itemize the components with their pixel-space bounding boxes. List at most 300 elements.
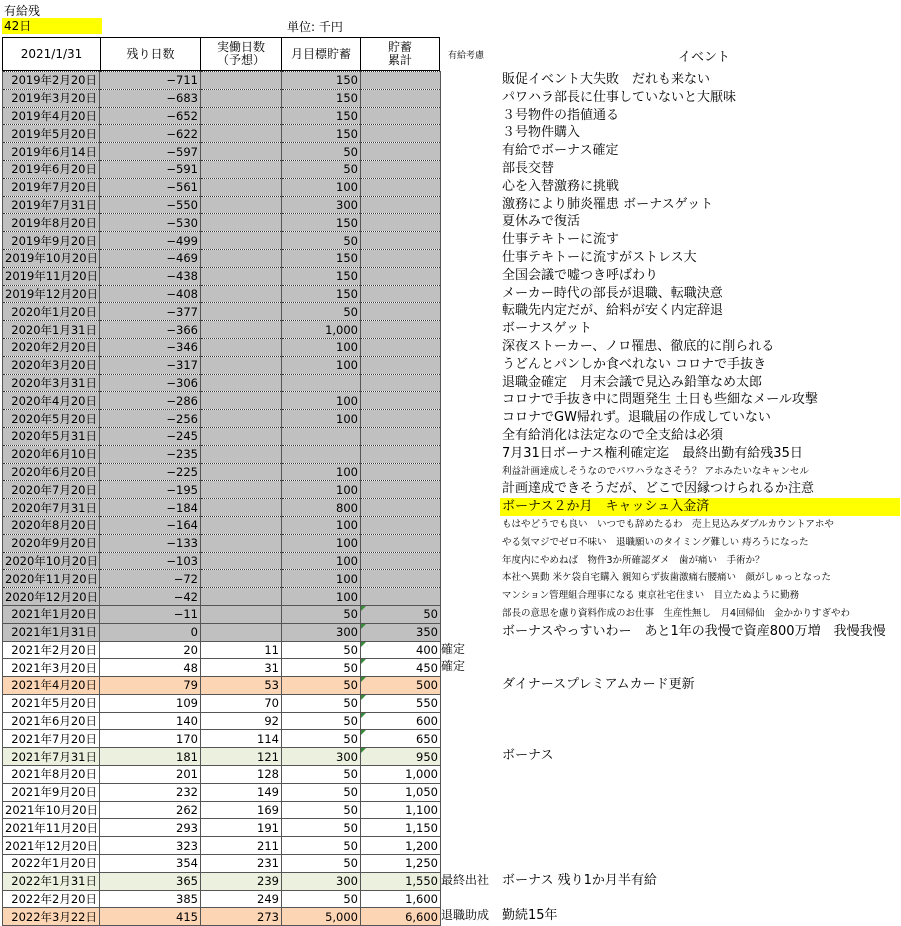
row-note[interactable] [441,783,489,801]
row-remaining-days[interactable]: −346 [100,338,201,356]
row-note[interactable] [441,765,489,783]
row-cumulative[interactable]: 450 [361,659,441,677]
row-date[interactable]: 2021年6月20日 [3,712,100,730]
row-date[interactable]: 2019年7月31日 [3,196,100,214]
row-note[interactable] [441,409,489,427]
row-remaining-days[interactable]: −306 [100,374,201,392]
row-event[interactable]: 夏休みで復活 [502,214,581,230]
row-remaining-days[interactable]: 365 [100,872,201,890]
row-remaining-days[interactable]: 201 [100,766,201,784]
row-cumulative[interactable] [361,516,441,534]
row-event[interactable]: 全有給消化は法定なので全支給は必須 [502,427,724,443]
row-work-days[interactable] [201,534,282,552]
row-note[interactable] [441,249,489,267]
row-date[interactable]: 2019年6月14日 [3,143,100,161]
row-date[interactable]: 2019年11月20日 [3,267,100,285]
row-work-days[interactable]: 114 [201,730,282,748]
row-work-days[interactable] [201,356,282,374]
row-note[interactable] [441,534,489,552]
row-remaining-days[interactable]: −366 [100,321,201,339]
row-cumulative[interactable] [361,481,441,499]
row-date[interactable]: 2020年6月10日 [3,445,100,463]
row-event[interactable] [502,694,900,712]
row-cumulative[interactable] [361,89,441,107]
row-date[interactable]: 2019年2月20日 [3,72,100,90]
row-note[interactable] [441,569,489,587]
row-date[interactable]: 2022年2月20日 [3,890,100,908]
row-remaining-days[interactable]: −103 [100,552,201,570]
row-event[interactable]: 退職金確定 月末会議で見込み鉛筆なめ太郎 [502,374,763,390]
row-event[interactable] [502,712,900,730]
row-work-days[interactable] [201,232,282,250]
row-note[interactable] [441,427,489,445]
row-note[interactable] [441,338,489,356]
row-date[interactable]: 2020年1月31日 [3,321,100,339]
row-work-days[interactable] [201,445,282,463]
row-event[interactable] [502,801,900,819]
row-remaining-days[interactable]: 415 [100,908,201,926]
row-remaining-days[interactable]: 48 [100,659,201,677]
row-monthly-target[interactable]: 50 [282,819,361,837]
row-date[interactable]: 2021年5月20日 [3,694,100,712]
row-monthly-target[interactable]: 150 [282,249,361,267]
row-remaining-days[interactable]: 181 [100,748,201,766]
row-date[interactable]: 2019年10月20日 [3,249,100,267]
row-cumulative[interactable] [361,285,441,303]
comment-indicator-icon[interactable] [361,642,366,647]
row-event[interactable]: ボーナスやっすいわー あと1年の我慢で資産800万増 我慢我慢 [502,623,886,639]
row-note[interactable] [441,213,489,231]
row-date[interactable]: 2021年12月20日 [3,837,100,855]
row-note[interactable] [441,231,489,249]
header-paid-leave-note[interactable]: 有給考慮 [448,51,485,61]
row-date[interactable]: 2020年5月20日 [3,410,100,428]
row-work-days[interactable]: 11 [201,641,282,659]
row-work-days[interactable]: 128 [201,766,282,784]
row-cumulative[interactable]: 50 [361,605,441,623]
row-note[interactable] [441,142,489,160]
row-date[interactable]: 2021年9月20日 [3,783,100,801]
row-date[interactable]: 2021年7月20日 [3,730,100,748]
row-monthly-target[interactable]: 50 [282,712,361,730]
row-event[interactable]: 全国会議で嘘つき呼ばわり [502,267,659,283]
row-event[interactable] [502,641,900,659]
row-work-days[interactable] [201,410,282,428]
row-work-days[interactable] [201,285,282,303]
row-monthly-target[interactable]: 50 [282,641,361,659]
row-monthly-target[interactable]: 100 [282,516,361,534]
row-event[interactable] [502,854,900,872]
row-monthly-target[interactable]: 50 [282,605,361,623]
row-date[interactable]: 2019年3月20日 [3,89,100,107]
row-event[interactable]: 部長の意思を慮り資料作成のお仕事 生産性無し 月4回帰仙 金かかりすぎやわ [502,607,851,619]
row-remaining-days[interactable]: 109 [100,694,201,712]
row-work-days[interactable] [201,125,282,143]
row-cumulative[interactable]: 600 [361,712,441,730]
row-remaining-days[interactable]: −72 [100,570,201,588]
row-note[interactable] [441,818,489,836]
row-event[interactable] [502,658,900,676]
header-monthly-target[interactable]: 月目標貯蓄 [281,37,361,71]
row-date[interactable]: 2021年3月20日 [3,659,100,677]
row-remaining-days[interactable]: −711 [100,72,201,90]
row-remaining-days[interactable]: −408 [100,285,201,303]
row-event[interactable]: 激務により肺炎罹患 ボーナスゲット [502,196,714,212]
row-work-days[interactable]: 273 [201,908,282,926]
row-monthly-target[interactable]: 150 [282,72,361,90]
row-monthly-target[interactable]: 800 [282,499,361,517]
row-cumulative[interactable] [361,392,441,410]
row-event[interactable]: ボーナス 残り1か月半有給 [502,872,657,888]
header-date[interactable]: 2021/1/31 [2,37,101,71]
row-event[interactable]: ダイナースプレミアムカード更新 [502,677,695,693]
row-note[interactable] [441,302,489,320]
row-cumulative[interactable] [361,552,441,570]
row-monthly-target[interactable]: 100 [282,410,361,428]
row-monthly-target[interactable]: 100 [282,534,361,552]
row-monthly-target[interactable]: 100 [282,588,361,606]
row-remaining-days[interactable]: 385 [100,890,201,908]
row-event[interactable]: 転職先内定だが、給料が安く内定辞退 [502,303,724,319]
row-remaining-days[interactable]: −377 [100,303,201,321]
row-note[interactable] [441,178,489,196]
row-work-days[interactable] [201,623,282,641]
row-event[interactable]: コロナでGW帰れず。退職届の作成していない [502,410,771,426]
row-remaining-days[interactable]: −530 [100,214,201,232]
row-cumulative[interactable]: 1,100 [361,801,441,819]
row-monthly-target[interactable]: 50 [282,232,361,250]
row-monthly-target[interactable]: 50 [282,677,361,695]
row-remaining-days[interactable]: −11 [100,605,201,623]
row-monthly-target[interactable]: 150 [282,89,361,107]
row-work-days[interactable] [201,214,282,232]
row-date[interactable]: 2021年4月20日 [3,677,100,695]
row-monthly-target[interactable]: 100 [282,570,361,588]
row-work-days[interactable] [201,72,282,90]
row-cumulative[interactable]: 1,150 [361,819,441,837]
comment-indicator-icon[interactable] [361,713,366,718]
row-date[interactable]: 2021年1月31日 [3,623,100,641]
row-note[interactable] [441,694,489,712]
row-cumulative[interactable] [361,72,441,90]
row-remaining-days[interactable]: 262 [100,801,201,819]
row-note[interactable] [441,356,489,374]
row-monthly-target[interactable] [282,374,361,392]
row-cumulative[interactable]: 1,550 [361,872,441,890]
row-work-days[interactable] [201,143,282,161]
row-work-days[interactable] [201,481,282,499]
row-date[interactable]: 2019年7月20日 [3,178,100,196]
row-note[interactable] [441,747,489,765]
row-event[interactable] [502,890,900,908]
row-event[interactable]: 仕事テキトーに流す [502,232,620,248]
row-monthly-target[interactable]: 5,000 [282,908,361,926]
row-remaining-days[interactable]: −683 [100,89,201,107]
row-work-days[interactable]: 31 [201,659,282,677]
row-monthly-target[interactable]: 100 [282,178,361,196]
row-event[interactable]: 仕事テキトーに流すがストレス大 [502,249,697,265]
row-remaining-days[interactable]: 293 [100,819,201,837]
row-date[interactable]: 2021年7月31日 [3,748,100,766]
row-remaining-days[interactable]: −499 [100,232,201,250]
row-work-days[interactable] [201,249,282,267]
row-work-days[interactable] [201,463,282,481]
row-work-days[interactable] [201,605,282,623]
comment-indicator-icon[interactable] [361,695,366,700]
row-cumulative[interactable]: 950 [361,748,441,766]
row-cumulative[interactable] [361,303,441,321]
row-note[interactable] [441,587,489,605]
row-work-days[interactable] [201,427,282,445]
remaining-leave-cell[interactable]: 42日 [2,18,102,34]
row-date[interactable]: 2021年8月20日 [3,766,100,784]
row-note[interactable]: 退職助成 [441,908,490,923]
row-cumulative[interactable] [361,356,441,374]
row-event[interactable] [502,729,900,747]
row-monthly-target[interactable]: 100 [282,463,361,481]
row-date[interactable]: 2020年9月20日 [3,534,100,552]
row-event[interactable] [502,836,900,854]
row-date[interactable]: 2020年4月20日 [3,392,100,410]
row-date[interactable]: 2020年3月20日 [3,356,100,374]
row-event[interactable]: 深夜ストーカー、ノロ罹患、徹底的に削られる [502,338,775,354]
row-note[interactable] [441,801,489,819]
row-cumulative[interactable] [361,249,441,267]
row-note[interactable] [441,89,489,107]
row-remaining-days[interactable]: 232 [100,783,201,801]
row-cumulative[interactable] [361,463,441,481]
row-work-days[interactable] [201,570,282,588]
row-work-days[interactable] [201,267,282,285]
row-date[interactable]: 2020年2月20日 [3,338,100,356]
row-note[interactable] [441,107,489,125]
row-work-days[interactable] [201,499,282,517]
row-event[interactable]: 有給でボーナス確定 [502,143,619,159]
row-date[interactable]: 2019年5月20日 [3,125,100,143]
row-event[interactable]: もはやどうでも良い いつでも辞めたるわ 売上見込みダブルカウントアホや [502,518,834,530]
row-work-days[interactable]: 149 [201,783,282,801]
row-date[interactable]: 2020年7月20日 [3,481,100,499]
row-cumulative[interactable] [361,196,441,214]
row-date[interactable]: 2020年1月20日 [3,303,100,321]
row-event[interactable] [502,818,900,836]
row-event[interactable]: 販促イベント大失敗 だれも来ない [502,72,711,87]
row-remaining-days[interactable]: 140 [100,712,201,730]
row-remaining-days[interactable]: −561 [100,178,201,196]
row-work-days[interactable] [201,303,282,321]
row-remaining-days[interactable]: −195 [100,481,201,499]
row-event[interactable]: メーカー時代の部長が退職、転職決意 [502,285,723,301]
header-remaining-days[interactable]: 残り日数 [100,37,201,71]
row-event[interactable]: ボーナス２か月 キャッシュ入金済 [500,498,900,516]
row-cumulative[interactable] [361,160,441,178]
row-date[interactable]: 2020年7月31日 [3,499,100,517]
row-monthly-target[interactable]: 50 [282,766,361,784]
row-note[interactable] [441,676,489,694]
row-work-days[interactable]: 121 [201,748,282,766]
row-event[interactable]: ３号物件の指値通る [502,107,620,123]
row-note[interactable] [441,320,489,338]
header-cumulative[interactable]: 貯蓄 累計 [360,37,440,71]
row-date[interactable]: 2019年6月20日 [3,160,100,178]
row-work-days[interactable]: 92 [201,712,282,730]
row-note[interactable] [441,445,489,463]
row-cumulative[interactable] [361,125,441,143]
row-cumulative[interactable]: 350 [361,623,441,641]
row-event[interactable]: ボーナス [502,748,554,764]
comment-indicator-icon[interactable] [361,730,366,735]
row-cumulative[interactable] [361,267,441,285]
row-note[interactable] [441,836,489,854]
row-date[interactable]: 2020年12月20日 [3,588,100,606]
row-event[interactable]: 7月31日ボーナス権利確定迄 最終出勤有給残35日 [502,445,803,461]
row-remaining-days[interactable]: −550 [100,196,201,214]
row-cumulative[interactable]: 6,600 [361,908,441,926]
row-event[interactable]: 利益計画達成しそうなのでパワハラなさそう？ アホみたいなキャンセル [502,465,810,477]
row-remaining-days[interactable]: −317 [100,356,201,374]
row-monthly-target[interactable]: 50 [282,783,361,801]
row-monthly-target[interactable]: 50 [282,730,361,748]
row-work-days[interactable]: 169 [201,801,282,819]
row-work-days[interactable] [201,392,282,410]
row-monthly-target[interactable]: 150 [282,267,361,285]
row-remaining-days[interactable]: −245 [100,427,201,445]
row-note[interactable] [441,463,489,481]
row-monthly-target[interactable]: 300 [282,748,361,766]
row-remaining-days[interactable]: −438 [100,267,201,285]
row-event[interactable]: パワハラ部長に仕事していないと大厭味 [502,89,737,105]
row-cumulative[interactable] [361,214,441,232]
row-remaining-days[interactable]: −42 [100,588,201,606]
row-date[interactable]: 2020年6月20日 [3,463,100,481]
row-note[interactable] [441,516,489,534]
row-cumulative[interactable]: 1,600 [361,890,441,908]
row-remaining-days[interactable]: 79 [100,677,201,695]
row-monthly-target[interactable]: 50 [282,837,361,855]
row-work-days[interactable] [201,196,282,214]
row-remaining-days[interactable]: −256 [100,410,201,428]
row-cumulative[interactable] [361,338,441,356]
row-work-days[interactable] [201,588,282,606]
row-monthly-target[interactable]: 150 [282,107,361,125]
row-note[interactable]: 最終出社 [441,872,490,887]
row-event[interactable]: ３号物件購入 [502,125,581,141]
row-event[interactable]: マンション管理組合理事になる 東京社宅住まい 目立たぬように勤務 [502,590,800,602]
row-cumulative[interactable] [361,445,441,463]
row-cumulative[interactable]: 650 [361,730,441,748]
row-monthly-target[interactable]: 50 [282,659,361,677]
row-remaining-days[interactable]: 323 [100,837,201,855]
row-event[interactable]: 本社へ異動 米ケ袋自宅購入 親知らず抜歯激痛右腰痛い 顔がしゅっとなった [502,572,832,584]
row-cumulative[interactable] [361,374,441,392]
row-event[interactable]: 心を入替激務に挑戦 [502,178,620,194]
row-date[interactable]: 2019年9月20日 [3,232,100,250]
row-cumulative[interactable]: 1,200 [361,837,441,855]
row-cumulative[interactable] [361,232,441,250]
row-cumulative[interactable] [361,410,441,428]
row-date[interactable]: 2021年10月20日 [3,801,100,819]
row-monthly-target[interactable]: 100 [282,552,361,570]
row-cumulative[interactable]: 500 [361,677,441,695]
row-note[interactable] [441,160,489,178]
row-event[interactable]: うどんとパンしか食べれない コロナで手抜き [502,356,767,372]
row-note[interactable] [441,712,489,730]
comment-indicator-icon[interactable] [361,748,366,753]
row-event[interactable]: 計画達成できそうだが、どこで因縁つけられるか注意 [502,481,815,497]
row-monthly-target[interactable]: 150 [282,214,361,232]
row-work-days[interactable]: 239 [201,872,282,890]
row-date[interactable]: 2019年12月20日 [3,285,100,303]
row-work-days[interactable] [201,89,282,107]
comment-indicator-icon[interactable] [361,677,366,682]
row-work-days[interactable] [201,321,282,339]
row-date[interactable]: 2022年3月22日 [3,908,100,926]
row-cumulative[interactable] [361,499,441,517]
row-note[interactable] [441,498,489,516]
row-note[interactable] [441,196,489,214]
row-monthly-target[interactable]: 100 [282,481,361,499]
row-date[interactable]: 2020年11月20日 [3,570,100,588]
row-date[interactable]: 2020年8月20日 [3,516,100,534]
row-date[interactable]: 2021年2月20日 [3,641,100,659]
row-work-days[interactable]: 191 [201,819,282,837]
row-monthly-target[interactable]: 300 [282,196,361,214]
row-cumulative[interactable] [361,427,441,445]
row-note[interactable] [441,605,489,623]
row-cumulative[interactable] [361,107,441,125]
row-monthly-target[interactable]: 100 [282,338,361,356]
row-work-days[interactable] [201,178,282,196]
row-remaining-days[interactable]: −597 [100,143,201,161]
row-work-days[interactable]: 53 [201,677,282,695]
row-note[interactable] [441,480,489,498]
row-event[interactable] [502,765,900,783]
row-cumulative[interactable] [361,570,441,588]
row-note[interactable] [441,124,489,142]
row-monthly-target[interactable]: 150 [282,125,361,143]
row-remaining-days[interactable]: −164 [100,516,201,534]
comment-indicator-icon[interactable] [361,659,366,664]
row-note[interactable]: 確定 [441,641,466,656]
row-event[interactable]: 勤続15年 [502,908,558,924]
row-monthly-target[interactable]: 50 [282,303,361,321]
row-work-days[interactable] [201,552,282,570]
row-date[interactable]: 2020年10月20日 [3,552,100,570]
row-monthly-target[interactable]: 300 [282,623,361,641]
comment-indicator-icon[interactable] [361,606,366,611]
row-work-days[interactable] [201,107,282,125]
row-date[interactable]: 2020年5月31日 [3,427,100,445]
row-work-days[interactable]: 211 [201,837,282,855]
row-monthly-target[interactable]: 1,000 [282,321,361,339]
row-note[interactable] [441,71,489,89]
header-event[interactable]: イベント [678,50,731,65]
header-work-days[interactable]: 実働日数 （予想） [200,37,282,71]
row-date[interactable]: 2020年3月31日 [3,374,100,392]
row-monthly-target[interactable]: 50 [282,694,361,712]
row-remaining-days[interactable]: 20 [100,641,201,659]
row-cumulative[interactable]: 1,250 [361,855,441,873]
row-remaining-days[interactable]: −286 [100,392,201,410]
row-monthly-target[interactable]: 300 [282,872,361,890]
row-cumulative[interactable] [361,588,441,606]
row-cumulative[interactable] [361,143,441,161]
row-note[interactable] [441,623,489,641]
row-date[interactable]: 2019年4月20日 [3,107,100,125]
row-remaining-days[interactable]: −184 [100,499,201,517]
row-note[interactable] [441,374,489,392]
row-monthly-target[interactable]: 50 [282,801,361,819]
